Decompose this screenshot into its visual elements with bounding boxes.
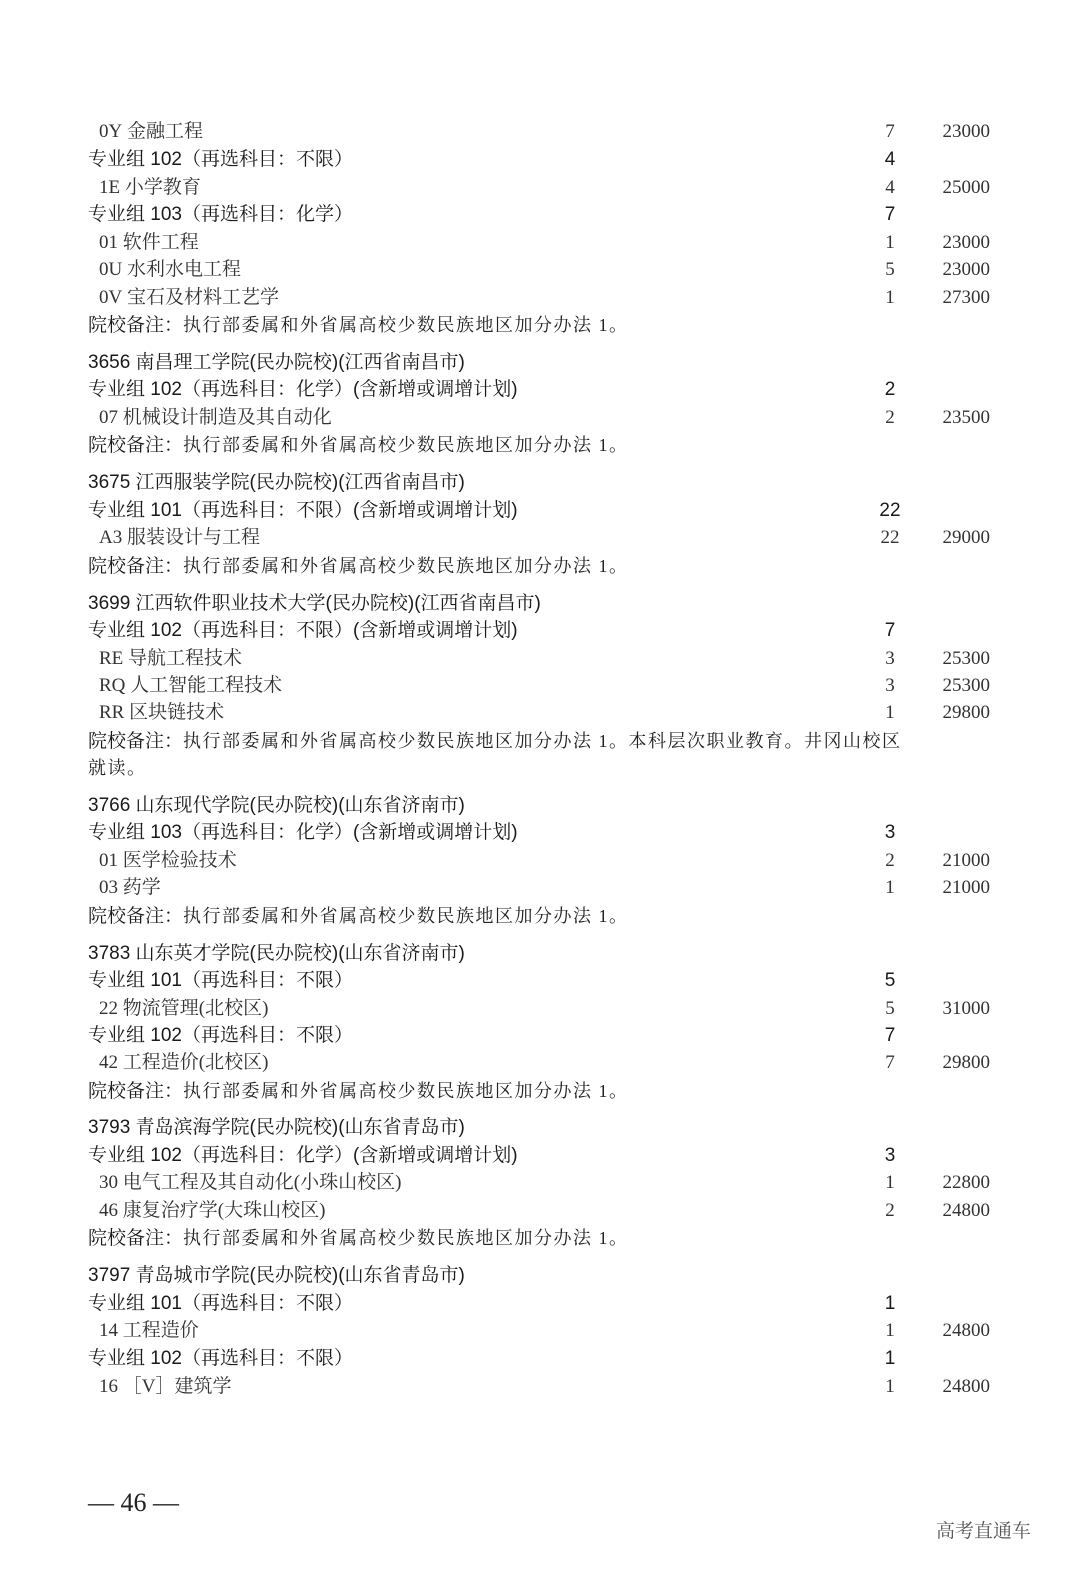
group-plan-count: 3 <box>884 1145 896 1166</box>
major-name: 服装设计与工程 <box>126 527 260 548</box>
group-title: 专业组 103（再选科目：化学） <box>88 204 353 225</box>
major-group-row <box>0 146 1080 174</box>
tuition-fee: 23000 <box>942 121 990 142</box>
tuition-fee: 29800 <box>942 1052 990 1073</box>
major-plan-count: 1 <box>885 702 895 723</box>
note-content: 执行部委属和外省属高校少数民族地区加分办法 1。 <box>183 315 629 335</box>
group-plan-count: 1 <box>884 1293 896 1314</box>
school-header <box>0 349 1080 377</box>
major-plan-count: 1 <box>885 1172 895 1193</box>
major-name: 药学 <box>122 877 161 898</box>
major-label <box>99 1197 325 1225</box>
major-name: 区块链技术 <box>129 702 225 723</box>
school-note-continued <box>0 754 1080 782</box>
group-plan-count: 7 <box>884 1025 896 1046</box>
major-plan-count: 7 <box>885 121 895 142</box>
tuition-fee: 29000 <box>942 527 990 548</box>
major-plan-count: 3 <box>885 648 895 669</box>
major-row <box>0 524 1080 552</box>
major-group-row <box>0 497 1080 525</box>
group-plan-count: 2 <box>884 379 896 400</box>
tuition-fee: 24800 <box>942 1200 990 1221</box>
note-content: 执行部委属和外省属高校少数民族地区加分办法 1。 <box>183 1081 629 1101</box>
major-code: RE <box>99 648 124 669</box>
major-code: 01 <box>99 232 118 253</box>
major-label <box>99 229 199 257</box>
major-plan-count: 2 <box>885 407 895 428</box>
major-name: 小学教育 <box>124 177 201 198</box>
major-plan-count: 1 <box>885 1320 895 1341</box>
major-name: 机械设计制造及其自动化 <box>122 407 332 428</box>
major-name: 医学检验技术 <box>122 850 237 871</box>
major-name: 人工智能工程技术 <box>130 675 283 696</box>
major-label <box>99 699 224 727</box>
note-content: 执行部委属和外省属高校少数民族地区加分办法 1。 <box>183 435 629 455</box>
group-title: 专业组 101（再选科目：不限） <box>88 1293 353 1314</box>
school-title: 3656 南昌理工学院(民办院校)(江西省南昌市) <box>88 352 465 373</box>
school-header <box>0 590 1080 618</box>
note-label: 院校备注： <box>88 435 184 456</box>
group-plan-count: 5 <box>884 970 896 991</box>
school-note <box>0 311 1080 339</box>
school-note <box>0 902 1080 930</box>
tuition-fee: 25300 <box>942 648 990 669</box>
major-label <box>99 256 241 284</box>
major-row <box>0 847 1080 875</box>
group-plan-count: 1 <box>884 1348 896 1369</box>
major-row <box>0 118 1080 146</box>
school-note <box>0 1077 1080 1105</box>
note-text <box>88 902 629 931</box>
school-header <box>0 940 1080 968</box>
note-label: 院校备注： <box>88 906 184 927</box>
major-code: 01 <box>99 850 118 871</box>
major-name: ［V］建筑学 <box>122 1376 232 1397</box>
major-group-row <box>0 1345 1080 1373</box>
note-label: 院校备注： <box>88 731 184 752</box>
tuition-fee: 27300 <box>942 287 990 308</box>
major-label <box>99 1317 199 1345</box>
major-name: 导航工程技术 <box>128 648 243 669</box>
group-title: 专业组 101（再选科目：不限）(含新增或调增计划) <box>88 500 518 521</box>
major-row <box>0 229 1080 257</box>
note-text <box>88 727 902 756</box>
group-title: 专业组 102（再选科目：不限） <box>88 149 353 170</box>
major-code: 0Y <box>99 121 123 142</box>
major-plan-count: 2 <box>885 1200 895 1221</box>
major-plan-count: 7 <box>885 1052 895 1073</box>
group-plan-count: 4 <box>884 149 896 170</box>
major-row <box>0 284 1080 312</box>
major-row <box>0 672 1080 700</box>
major-label <box>99 1373 231 1401</box>
note-content: 执行部委属和外省属高校少数民族地区加分办法 1。 <box>183 556 629 576</box>
school-title: 3783 山东英才学院(民办院校)(山东省济南市) <box>88 943 465 964</box>
note-label: 院校备注： <box>88 1228 184 1249</box>
major-code: 1E <box>99 177 121 198</box>
major-group-row <box>0 1022 1080 1050</box>
major-code: RR <box>99 702 125 723</box>
major-plan-count: 5 <box>885 259 895 280</box>
major-code: RQ <box>99 675 126 696</box>
group-title: 专业组 103（再选科目：化学）(含新增或调增计划) <box>88 822 518 843</box>
major-plan-count: 1 <box>885 287 895 308</box>
major-name: 宝石及材料工艺学 <box>126 287 279 308</box>
group-title: 专业组 102（再选科目：化学）(含新增或调增计划) <box>88 1145 518 1166</box>
major-row <box>0 1373 1080 1401</box>
major-group-row <box>0 1290 1080 1318</box>
tuition-fee: 23500 <box>942 407 990 428</box>
major-label <box>99 284 279 312</box>
group-title: 专业组 102（再选科目：化学）(含新增或调增计划) <box>88 379 518 400</box>
major-code: 16 <box>99 1376 118 1397</box>
note-text <box>88 552 629 581</box>
major-plan-count: 1 <box>885 232 895 253</box>
tuition-fee: 25300 <box>942 675 990 696</box>
major-label <box>99 1169 401 1197</box>
major-row <box>0 699 1080 727</box>
major-row <box>0 1317 1080 1345</box>
major-group-row <box>0 201 1080 229</box>
tuition-fee: 23000 <box>942 232 990 253</box>
major-label <box>99 995 268 1023</box>
major-row <box>0 404 1080 432</box>
major-label <box>99 174 201 202</box>
note-content: 执行部委属和外省属高校少数民族地区加分办法 1。 <box>183 1228 629 1248</box>
major-row <box>0 174 1080 202</box>
major-plan-count: 1 <box>885 877 895 898</box>
major-label <box>99 524 260 552</box>
major-code: 07 <box>99 407 118 428</box>
note-label: 院校备注： <box>88 1081 184 1102</box>
group-title: 专业组 102（再选科目：不限） <box>88 1348 353 1369</box>
note-text <box>88 431 629 460</box>
major-row <box>0 1197 1080 1225</box>
group-title: 专业组 102（再选科目：不限） <box>88 1025 353 1046</box>
major-code: 03 <box>99 877 118 898</box>
school-title: 3793 青岛滨海学院(民办院校)(山东省青岛市) <box>88 1117 465 1138</box>
major-plan-count: 2 <box>885 850 895 871</box>
major-name: 金融工程 <box>126 121 203 142</box>
tuition-fee: 31000 <box>942 998 990 1019</box>
major-plan-count: 22 <box>880 527 900 548</box>
major-row <box>0 874 1080 902</box>
school-header <box>0 792 1080 820</box>
group-plan-count: 3 <box>884 822 896 843</box>
school-note <box>0 431 1080 459</box>
tuition-fee: 29800 <box>942 702 990 723</box>
major-code: 22 <box>99 998 118 1019</box>
major-plan-count: 5 <box>885 998 895 1019</box>
major-name: 电气工程及其自动化(小珠山校区) <box>122 1172 402 1193</box>
major-code: 30 <box>99 1172 118 1193</box>
major-name: 工程造价(北校区) <box>122 1052 269 1073</box>
major-row <box>0 256 1080 284</box>
tuition-fee: 21000 <box>942 850 990 871</box>
school-header <box>0 469 1080 497</box>
major-row <box>0 645 1080 673</box>
tuition-fee: 25000 <box>942 177 990 198</box>
note-label: 院校备注： <box>88 315 184 336</box>
tuition-fee: 24800 <box>942 1376 990 1397</box>
major-code: 0U <box>99 259 123 280</box>
major-code: 46 <box>99 1200 118 1221</box>
school-header <box>0 1262 1080 1290</box>
group-plan-count: 7 <box>884 620 896 641</box>
major-name: 软件工程 <box>122 232 199 253</box>
group-title: 专业组 101（再选科目：不限） <box>88 970 353 991</box>
major-group-row <box>0 967 1080 995</box>
group-plan-count: 7 <box>884 204 896 225</box>
note-content: 执行部委属和外省属高校少数民族地区加分办法 1。 <box>183 906 629 926</box>
major-name: 工程造价 <box>122 1320 199 1341</box>
note-text <box>88 311 629 340</box>
note-content: 执行部委属和外省属高校少数民族地区加分办法 1。本科层次职业教育。井冈山校区 <box>183 731 902 751</box>
tuition-fee: 22800 <box>942 1172 990 1193</box>
major-name: 物流管理(北校区) <box>122 998 269 1019</box>
major-group-row <box>0 1142 1080 1170</box>
major-label <box>99 1049 268 1077</box>
major-name: 康复治疗学(大珠山校区) <box>122 1200 326 1221</box>
major-code: 14 <box>99 1320 118 1341</box>
major-row <box>0 1169 1080 1197</box>
major-code: A3 <box>99 527 123 548</box>
group-plan-count: 22 <box>879 500 901 521</box>
major-code: 42 <box>99 1052 118 1073</box>
note-content: 就读。 <box>88 758 147 778</box>
school-note <box>0 552 1080 580</box>
major-name: 水利水电工程 <box>126 259 241 280</box>
major-row <box>0 995 1080 1023</box>
major-label <box>99 404 332 432</box>
page-number: — 46 — <box>88 1488 179 1517</box>
major-label <box>99 118 203 146</box>
major-label <box>99 672 282 700</box>
major-group-row <box>0 617 1080 645</box>
school-title: 3797 青岛城市学院(民办院校)(山东省青岛市) <box>88 1265 465 1286</box>
major-label <box>99 874 161 902</box>
note-text <box>88 1224 629 1253</box>
tuition-fee: 23000 <box>942 259 990 280</box>
major-group-row <box>0 819 1080 847</box>
major-label <box>99 847 237 875</box>
major-plan-count: 4 <box>885 177 895 198</box>
group-title: 专业组 102（再选科目：不限）(含新增或调增计划) <box>88 620 518 641</box>
school-title: 3766 山东现代学院(民办院校)(山东省济南市) <box>88 795 465 816</box>
note-label: 院校备注： <box>88 556 184 577</box>
watermark: 高考直通车 <box>936 1521 1032 1542</box>
major-code: 0V <box>99 287 123 308</box>
major-row <box>0 1049 1080 1077</box>
major-plan-count: 1 <box>885 1376 895 1397</box>
school-title: 3699 江西软件职业技术大学(民办院校)(江西省南昌市) <box>88 593 541 614</box>
major-label <box>99 645 242 673</box>
school-header <box>0 1114 1080 1142</box>
major-group-row <box>0 376 1080 404</box>
tuition-fee: 21000 <box>942 877 990 898</box>
school-title: 3675 江西服装学院(民办院校)(江西省南昌市) <box>88 472 465 493</box>
tuition-fee: 24800 <box>942 1320 990 1341</box>
major-plan-count: 3 <box>885 675 895 696</box>
note-text <box>88 1077 629 1106</box>
school-note <box>0 727 1080 755</box>
school-note <box>0 1224 1080 1252</box>
